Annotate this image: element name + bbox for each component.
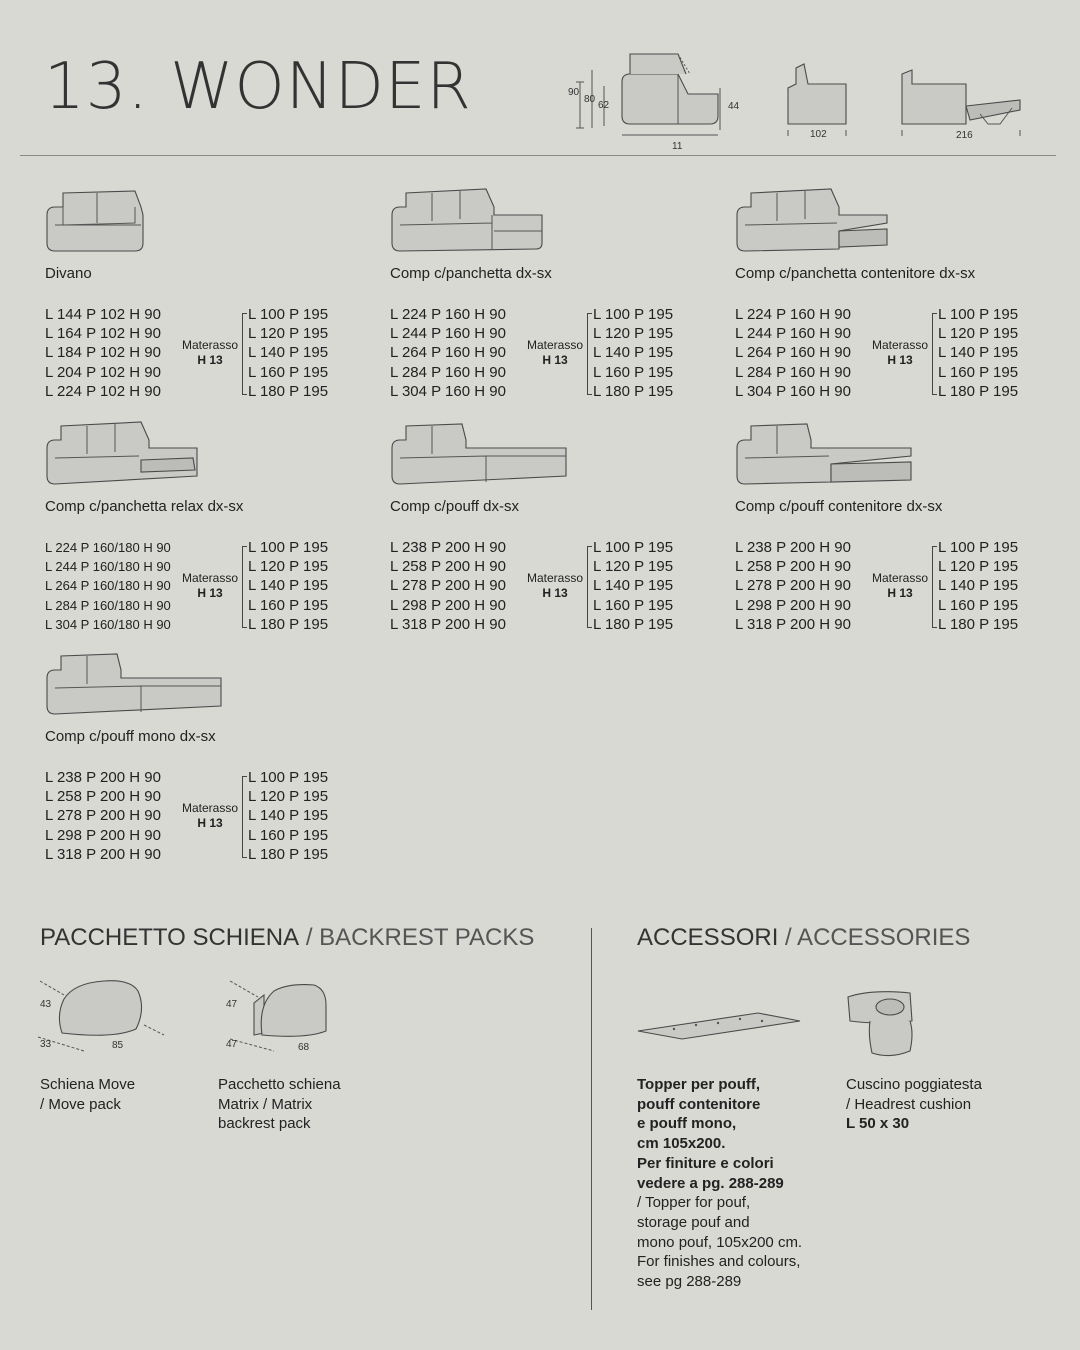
- size-row: L 144 P 102 H 90: [45, 306, 161, 323]
- mattress-row: L 140 P 195: [593, 577, 674, 595]
- size-row: L 238 P 200 H 90: [390, 539, 506, 556]
- matrix-pack-en1: / Matrix: [258, 1095, 313, 1113]
- sofa-pouf-icon: [386, 418, 576, 490]
- size-row: L 224 P 160/180 H 90: [45, 540, 171, 555]
- section-divider: [591, 928, 592, 1310]
- sofa-storage-pouf-icon: [731, 418, 921, 490]
- cushion-en: / Headrest cushion: [846, 1095, 972, 1113]
- dim-90: 90: [568, 87, 580, 98]
- size-row: L 164 P 102 H 90: [45, 325, 161, 343]
- mattress-row: L 180 P 195: [248, 382, 329, 400]
- matrix-pack-name2: Matrix: [218, 1095, 259, 1113]
- mattress-label: [865, 571, 935, 601]
- product-name: Comp c/pouff dx-sx: [390, 498, 519, 515]
- mattress-row: L 160 P 195: [248, 826, 329, 844]
- accessories-title-en: / ACCESSORIES: [778, 924, 971, 951]
- topper-line: e pouff mono,: [637, 1115, 737, 1133]
- size-row: L 278 P 200 H 90: [390, 577, 506, 595]
- mattress-label-line1: Materasso: [181, 338, 239, 352]
- mattress-label: [520, 338, 590, 368]
- matrix-dim-68: 68: [298, 1042, 310, 1053]
- sofa-relax-bench-icon: [41, 418, 231, 490]
- topper-icon: [634, 1005, 804, 1045]
- mattress-row: L 120 P 195: [248, 788, 329, 806]
- product-name: Comp c/panchetta relax dx-sx: [45, 498, 244, 515]
- matrix-pack-icon: [218, 975, 358, 1055]
- product-sizes: [45, 305, 161, 401]
- mattress-label: [175, 571, 245, 601]
- mattress-row: L 140 P 195: [593, 344, 674, 362]
- move-pack-name: Schiena Move: [40, 1076, 136, 1093]
- mattress-row: L 180 P 195: [938, 382, 1019, 400]
- matrix-pack-caption: [218, 1075, 341, 1134]
- size-row: L 318 P 200 H 90: [735, 615, 851, 633]
- mattress-row: L 120 P 195: [593, 558, 674, 576]
- backrest-title-it: PACCHETTO SCHIENA: [40, 924, 300, 951]
- product-sizes: [735, 305, 851, 401]
- size-row: L 258 P 200 H 90: [390, 558, 506, 576]
- mattress-bracket: [587, 313, 592, 395]
- matrix-dim-47b: 47: [226, 1039, 238, 1050]
- mattress-label-line2: H 13: [887, 353, 913, 367]
- topper-en-line: For finishes and colours,: [637, 1253, 801, 1271]
- mattress-label-line2: H 13: [197, 586, 223, 600]
- armchair-side-view-icon: [622, 54, 718, 124]
- size-row: L 244 P 160 H 90: [390, 325, 506, 343]
- size-row: L 304 P 160/180 H 90: [45, 616, 171, 632]
- move-pack-caption: [40, 1075, 135, 1114]
- size-row: L 244 P 160 H 90: [735, 325, 851, 343]
- mattress-row: L 160 P 195: [248, 596, 329, 614]
- move-dim-43: 43: [40, 999, 52, 1010]
- product-block: [735, 185, 1035, 405]
- move-pack-icon: [34, 975, 174, 1055]
- mattress-bracket: [242, 546, 247, 628]
- size-row: L 298 P 200 H 90: [735, 596, 851, 614]
- product-sizes: [735, 538, 851, 634]
- mattress-row: L 120 P 195: [938, 558, 1019, 576]
- accessories-title-it: ACCESSORI: [637, 924, 779, 951]
- mattress-row: L 140 P 195: [248, 577, 329, 595]
- product-block: [45, 648, 345, 868]
- size-row: L 318 P 200 H 90: [45, 845, 161, 863]
- size-row: L 284 P 160 H 90: [390, 363, 506, 381]
- mattress-row: L 160 P 195: [248, 363, 329, 381]
- mattress-label: [520, 571, 590, 601]
- product-block: [390, 418, 690, 638]
- sofa-mono-pouf-icon: [41, 648, 231, 720]
- mattress-row: L 100 P 195: [248, 769, 329, 786]
- mattress-sizes: [593, 538, 673, 634]
- mattress-label-line2: H 13: [542, 353, 568, 367]
- product-sizes: [45, 538, 171, 634]
- mattress-label-line1: Materasso: [181, 801, 239, 815]
- mattress-bracket: [242, 313, 247, 395]
- topper-line: vedere a pg. 288-289: [637, 1174, 784, 1192]
- cushion-size: L 50 x 30: [846, 1115, 910, 1133]
- headrest-cushion-icon: [840, 985, 920, 1060]
- product-sizes: [390, 538, 506, 634]
- mattress-label-line1: Materasso: [871, 338, 929, 352]
- move-dim-85: 85: [112, 1040, 124, 1051]
- cushion-caption: [846, 1075, 982, 1134]
- product-sizes: [390, 305, 506, 401]
- mattress-sizes: [248, 538, 328, 634]
- topper-en-line: mono pouf, 105x200 cm.: [637, 1233, 803, 1251]
- dim-216: 216: [956, 130, 973, 141]
- mattress-row: L 140 P 195: [938, 344, 1019, 362]
- size-row: L 258 P 200 H 90: [45, 788, 161, 806]
- size-row: L 284 P 160/180 H 90: [45, 597, 171, 613]
- product-name: Comp c/panchetta contenitore dx-sx: [735, 265, 976, 282]
- mattress-row: L 100 P 195: [248, 539, 329, 556]
- sofa-side-view-icon: [788, 64, 846, 136]
- dim-11: 11: [672, 141, 683, 152]
- topper-line: pouff contenitore: [637, 1095, 761, 1113]
- matrix-pack-name1: Pacchetto schiena: [218, 1076, 341, 1093]
- mattress-sizes: [248, 768, 328, 864]
- mattress-row: L 160 P 195: [938, 363, 1019, 381]
- product-block: [390, 185, 690, 405]
- size-row: L 264 P 160/180 H 90: [45, 578, 171, 594]
- dim-44: 44: [728, 101, 740, 112]
- topper-line: Topper per pouff,: [637, 1076, 761, 1093]
- mattress-label-line2: H 13: [887, 586, 913, 600]
- mattress-sizes: [248, 305, 328, 401]
- size-row: L 318 P 200 H 90: [390, 615, 506, 633]
- mattress-bracket: [587, 546, 592, 628]
- size-row: L 278 P 200 H 90: [45, 807, 161, 825]
- size-row: L 284 P 160 H 90: [735, 363, 851, 381]
- mattress-sizes: [938, 538, 1018, 634]
- size-row: L 224 P 102 H 90: [45, 382, 161, 400]
- mattress-row: L 100 P 195: [593, 306, 674, 323]
- mattress-label-line2: H 13: [197, 816, 223, 830]
- size-row: L 204 P 102 H 90: [45, 363, 161, 381]
- topper-line: Per finiture e colori: [637, 1154, 774, 1172]
- move-dim-33: 33: [40, 1039, 52, 1050]
- mattress-row: L 120 P 195: [593, 325, 674, 343]
- mattress-row: L 140 P 195: [248, 807, 329, 825]
- size-row: L 304 P 160 H 90: [735, 382, 851, 400]
- mattress-row: L 140 P 195: [248, 344, 329, 362]
- dim-80: 80: [584, 94, 596, 105]
- mattress-row: L 180 P 195: [593, 615, 674, 633]
- mattress-row: L 180 P 195: [248, 845, 329, 863]
- topper-caption: [637, 1075, 802, 1292]
- size-row: L 258 P 200 H 90: [735, 558, 851, 576]
- mattress-label-line2: H 13: [197, 353, 223, 367]
- mattress-row: L 120 P 195: [248, 325, 329, 343]
- move-pack-en: / Move pack: [40, 1095, 121, 1113]
- mattress-label-line1: Materasso: [526, 338, 584, 352]
- product-name: Comp c/pouff mono dx-sx: [45, 728, 216, 745]
- topper-line: cm 105x200.: [637, 1135, 726, 1153]
- mattress-row: L 180 P 195: [248, 615, 329, 633]
- size-row: L 264 P 160 H 90: [390, 344, 506, 362]
- mattress-row: L 160 P 195: [593, 363, 674, 381]
- mattress-sizes: [938, 305, 1018, 401]
- mattress-label: [175, 801, 245, 831]
- product-sizes: [45, 768, 161, 864]
- size-row: L 278 P 200 H 90: [735, 577, 851, 595]
- topper-en-line: storage pouf and: [637, 1213, 750, 1231]
- sofa-bench-icon: [386, 185, 576, 257]
- size-row: L 304 P 160 H 90: [390, 382, 506, 400]
- mattress-label: [865, 338, 935, 368]
- mattress-row: L 120 P 195: [248, 558, 329, 576]
- cushion-name: Cuscino poggiatesta: [846, 1076, 982, 1093]
- mattress-row: L 100 P 195: [938, 539, 1019, 556]
- page-title: 13. WONDER: [44, 50, 472, 124]
- mattress-bracket: [932, 313, 937, 395]
- product-block: [735, 418, 1035, 638]
- sofa-bed-open-icon: [902, 70, 1020, 136]
- size-row: L 224 P 160 H 90: [735, 306, 851, 323]
- size-row: L 238 P 200 H 90: [735, 539, 851, 556]
- mattress-row: L 100 P 195: [593, 539, 674, 556]
- mattress-label-line1: Materasso: [871, 571, 929, 585]
- mattress-label-line1: Materasso: [181, 571, 239, 585]
- dim-62: 62: [598, 100, 610, 111]
- backrest-title-en: / BACKREST PACKS: [299, 924, 535, 951]
- mattress-label-line2: H 13: [542, 586, 568, 600]
- dim-102: 102: [810, 129, 827, 140]
- accessories-section-title: [637, 924, 970, 952]
- mattress-row: L 160 P 195: [938, 596, 1019, 614]
- size-row: L 224 P 160 H 90: [390, 306, 506, 323]
- mattress-sizes: [593, 305, 673, 401]
- topper-en-line: / Topper for pouf,: [637, 1194, 751, 1212]
- product-name: Comp c/pouff contenitore dx-sx: [735, 498, 943, 515]
- header-divider: [20, 155, 1056, 156]
- size-row: L 298 P 200 H 90: [45, 826, 161, 844]
- mattress-row: L 180 P 195: [938, 615, 1019, 633]
- product-name: Comp c/panchetta dx-sx: [390, 265, 552, 282]
- matrix-pack-en2: backrest pack: [218, 1115, 311, 1133]
- mattress-row: L 160 P 195: [593, 596, 674, 614]
- topper-en-line: see pg 288-289: [637, 1273, 742, 1291]
- sofa-icon: [41, 185, 231, 257]
- mattress-bracket: [932, 546, 937, 628]
- size-row: L 298 P 200 H 90: [390, 596, 506, 614]
- product-block: [45, 418, 345, 638]
- sofa-storage-bench-icon: [731, 185, 921, 257]
- backrest-section-title: [40, 924, 534, 952]
- mattress-row: L 100 P 195: [248, 306, 329, 323]
- size-row: L 184 P 102 H 90: [45, 344, 161, 362]
- mattress-row: L 120 P 195: [938, 325, 1019, 343]
- mattress-label-line1: Materasso: [526, 571, 584, 585]
- size-row: L 238 P 200 H 90: [45, 769, 161, 786]
- mattress-row: L 140 P 195: [938, 577, 1019, 595]
- matrix-dim-47a: 47: [226, 999, 238, 1010]
- product-block: [45, 185, 345, 405]
- mattress-label: [175, 338, 245, 368]
- dimension-diagram: [560, 40, 1060, 155]
- mattress-row: L 180 P 195: [593, 382, 674, 400]
- mattress-row: L 100 P 195: [938, 306, 1019, 323]
- mattress-bracket: [242, 776, 247, 858]
- size-row: L 244 P 160/180 H 90: [45, 559, 171, 575]
- size-row: L 264 P 160 H 90: [735, 344, 851, 362]
- product-name: Divano: [45, 265, 92, 282]
